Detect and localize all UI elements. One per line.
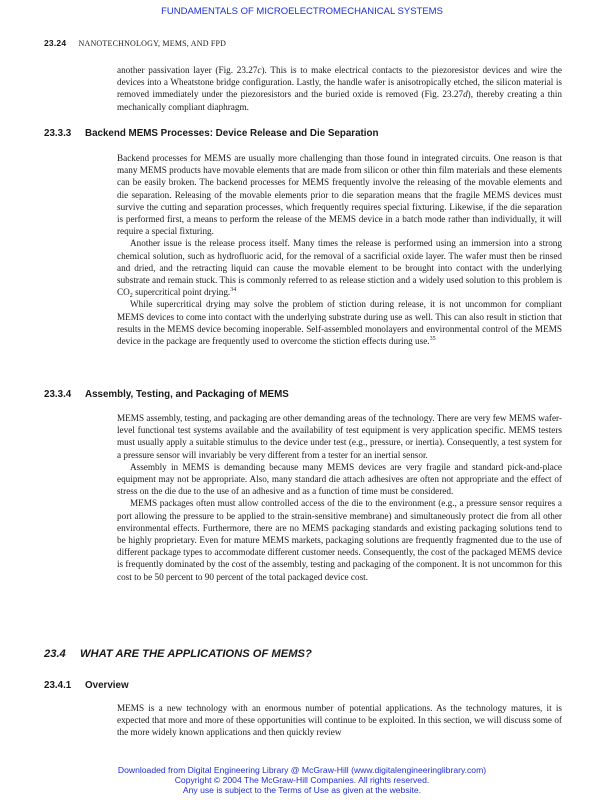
section-heading-23-3-3 [44, 128, 564, 139]
footnote-ref: 34 [230, 287, 237, 294]
intro-text-1: another passivation layer (Fig. 23.27 [117, 65, 258, 75]
paragraph: MEMS packages often must allow controlled access of the die to the environment (e.g., a pressure sensor requires a port allowing the pressure to be applied to the strain-sensitive membrane) and simultaneously protect die from all other environmental effects. Furthermore, there are no MEMS packaging standards and existing packaging solutions tend to be highly proprietary. Even for mature MEMS markets, packaging solutions are frequently fragmented due to the use of different package types to accommodate different customer needs. Consequently, the cost of the packaged MEMS device is frequently dominated by the cost of the assembly, testing and packaging of the component. It is not uncommon for this cost to be 50 percent to 90 percent of the total packaged device cost. [117, 498, 562, 582]
paragraph: MEMS assembly, testing, and packaging are other demanding areas of the technology. There are very few MEMS wafer-level functional test systems available and the availability of test equipment is very application specific. MEMS testers must usually apply a suitable stimulus to the device under test (e.g., pressure, or inertia). Consequently, a test system for a pressure sensor will invariably be very different from a tester for an inertial sensor. [117, 413, 562, 460]
section-title: WHAT ARE THE APPLICATIONS OF MEMS? [80, 648, 312, 660]
paragraph: Backend processes for MEMS are usually more challenging than those found in integrated circuits. One reason is that many MEMS products have movable elements that are made from silicon or other thin film materials and these elements can be easily broken. The backend processes for MEMS frequently involve the releasing of the movable elements and die separation. Releasing of the movable elements prior to die separation means that the fragile MEMS devices must survive the cutting and separation processes, which frequently requires special fixturing. Likewise, if the die separation is performed first, a means to perform the release of the MEMS device in a batch mode rather than individually, it will require a special fixturing. [117, 153, 562, 237]
section-title: Assembly, Testing, and Packaging of MEMS [85, 389, 289, 400]
chapter-section-heading-23-4 [44, 648, 564, 660]
running-head [44, 38, 564, 48]
download-notice: Downloaded from Digital Engineering Library @ McGraw-Hill (www.digitalengineeringlibrary.com) [117, 765, 487, 775]
section-title: Overview [85, 680, 129, 691]
figure-ref-d: d [463, 89, 468, 100]
page-number: 23.24 [44, 38, 67, 48]
figure-ref-c: c [257, 65, 262, 75]
copyright-notice: Copyright © 2004 The McGraw-Hill Companies. All rights reserved. [174, 775, 430, 785]
section-title: Backend MEMS Processes: Device Release and Die Separation [85, 128, 379, 139]
paragraph [117, 298, 562, 347]
copyright-footer [0, 765, 604, 795]
section-number: 23.3.3 [44, 128, 72, 139]
paragraph-text: Another issue is the release process itself. Many times the release is performed using an immersion into a strong chemical solution, such as hydrofluoric acid, for the removal of a sacrificial oxide layer. The wafer must then be rinsed and dried, and the retracting liquid can cause the movable element to be brought into contact with the underlying substrate and remain stuck. This is commonly referred to as release stiction and a widely used solution to this problem is CO [117, 238, 562, 298]
section-body-23-4-1 [117, 702, 562, 739]
section-number: 23.4.1 [44, 680, 72, 691]
section-number: 23.4 [44, 648, 66, 660]
paragraph: Assembly in MEMS is demanding because many MEMS devices are very fragile and standard pick-and-place equipment may not be appropriate. Also, many standard die attach adhesives are often not appropriate and the effect of stress on the die due to the use of an adhesive and as a function of time must be considered. [117, 461, 562, 497]
intro-text-3: ), thereby creating a thin mechanically compliant diaphragm. [117, 89, 562, 112]
section-body-23-3-3 [117, 152, 562, 347]
paragraph-text: While supercritical drying may solve the problem of stiction during release, it is not uncommon for compliant MEMS devices to come into contact with the underlying substrate during use as well. This can also result in stiction that results in the MEMS device becoming inoperable. Self-assembled monolayers and environmental control of the MEMS device in the package are frequently used to overcome the stiction effects during use. [117, 299, 562, 347]
section-heading-23-3-4 [44, 389, 564, 400]
paragraph [117, 237, 562, 298]
section-number: 23.3.4 [44, 389, 72, 400]
paragraph-text: supercritical point drying. [132, 287, 231, 298]
paragraph: MEMS is a new technology with an enormous number of potential applications. As the technology matures, it is expected that more and more of these opportunities will continue to be exploited. In this section, we will discuss some of the more widely known applications and then quickly review [117, 703, 562, 738]
book-title-banner: FUNDAMENTALS OF MICROELECTROMECHANICAL SYSTEMS [161, 6, 443, 17]
intro-paragraph [117, 64, 562, 113]
terms-notice: Any use is subject to the Terms of Use as given at the website. [182, 785, 422, 795]
section-heading-23-4-1 [44, 680, 564, 691]
subscript: 2 [129, 293, 133, 300]
footnote-ref: 35 [429, 336, 436, 343]
intro-block [117, 64, 562, 113]
section-body-23-3-4 [117, 412, 562, 583]
intro-text-2: ). This is to make electrical contacts to the piezoresistor devices and wire the devices into a Wheatstone bridge configuration. Lastly, the handle wafer is anisotropically etched, the silicon material is removed immediately under the piezoresistors and the buried oxide is removed (Fig. 23.27 [117, 65, 562, 100]
running-head-title: NANOTECHNOLOGY, MEMS, AND FPD [78, 39, 227, 48]
